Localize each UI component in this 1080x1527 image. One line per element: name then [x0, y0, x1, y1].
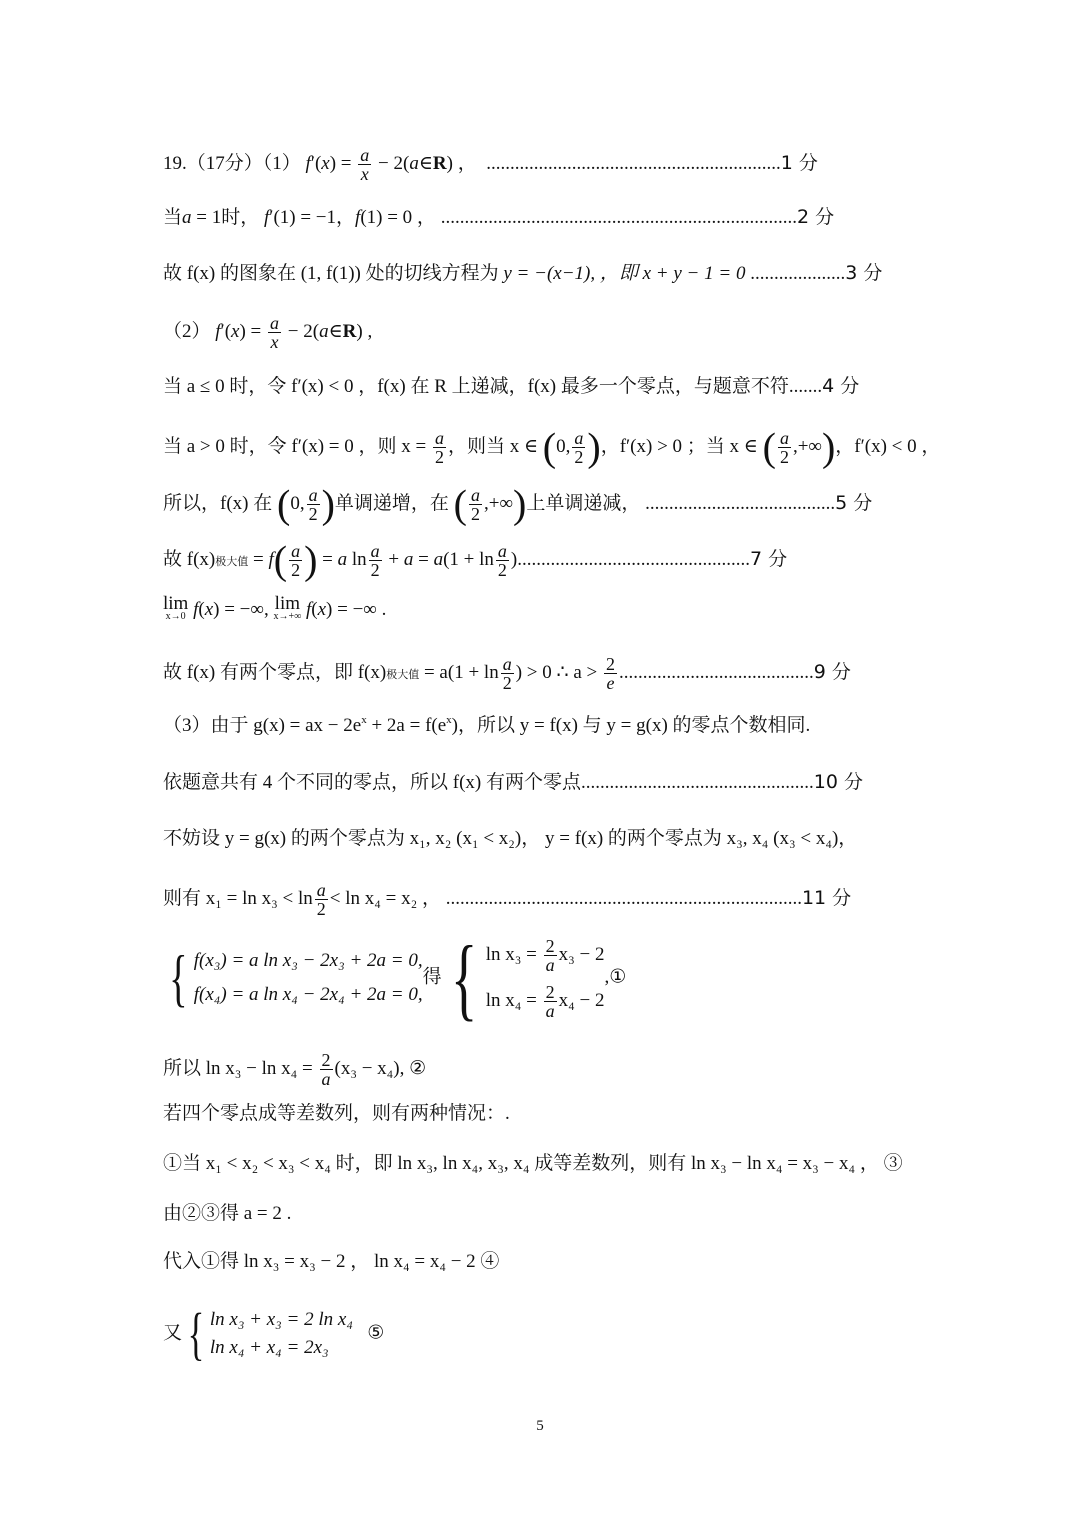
system-2-line-2b: x₄ − 2	[558, 990, 605, 1011]
score-5: 5 分	[835, 491, 873, 514]
system-2: ln x₃ = $\frac{2}{a}$ x₃ − 2 ln x₄ = $\frac{2}{a}$ x₄ − 2	[485, 936, 605, 1022]
system-3	[210, 1306, 353, 1362]
text-shi: 时，	[221, 207, 260, 228]
line-10: 故 f(x) 有两个零点，即 f(x)极大值 = a(1 + ln $\frac{a}{2}$ ) > 0 ∴ a > $\frac{2}{e}$ .........................................9 分	[163, 654, 851, 693]
text-max: 故 f(x)	[163, 548, 216, 570]
text-two-zeros-c: ) > 0 ∴ a >	[515, 661, 598, 683]
line-13	[163, 825, 923, 853]
text-arith: 若四个零点成等差数列，则有两种情况：.	[163, 1103, 510, 1124]
tangent-equation: y = −(x−1), ，即 x + y − 1 = 0	[503, 263, 746, 284]
text-four-zeros: 依题意共有 4 个不同的零点，所以 f(x) 有两个零点	[163, 772, 581, 793]
text-derivative-pos: ，f′(x) > 0 ；当 x ∈	[600, 435, 758, 457]
text-monotone-b: 单调递增，在	[334, 492, 449, 514]
system-3-line-2: ln x₄ + x₄ = 2x₃	[209, 1337, 329, 1358]
sup-x: x	[361, 714, 367, 726]
text-assume: 不妨设 y = g(x) 的两个零点为 x₁, x₂ (x₁ < x₂)， y = f(x) 的两个零点为 x₃, x₄ (x₃ < x₄)，	[163, 828, 858, 849]
max-subscript: 极大值	[215, 555, 249, 568]
system-1-line-1: f(x₃) = a ln x₃ − 2x₃ + 2a = 0,	[193, 950, 423, 971]
line-5: 当 a ≤ 0 时，令 f′(x) < 0 ，f(x) 在 R 上递减，f(x) 最多一个零点，与题意不符.......4 分	[163, 375, 860, 397]
max-subscript-2: 极大值	[386, 668, 420, 681]
fraction: $\frac{a}{x}$	[270, 313, 280, 352]
system-3-line-1: ln x₃ + x₃ = 2 ln x₄	[209, 1309, 353, 1330]
text-when-x-in: ，则当 x ∈	[447, 435, 539, 457]
text-you: 又	[163, 1322, 183, 1344]
line-14: 则有 x₁ = ln x₃ < ln $\frac{a}{2}$ < ln x₄ = x₂ ， ...........................................................................11 分	[163, 880, 852, 919]
system-2-line-1b: x₃ − 2	[558, 944, 605, 965]
case-a-le-0: 当 a ≤ 0 时，令 f′(x) < 0 ，f(x) 在 R 上递减，f(x) 最多一个零点，与题意不符	[163, 376, 789, 397]
line-6: 当 a > 0 时，令 f′(x) = 0 ，则 x = $\frac{a}{2}$ ，则当 x ∈ (0, $\frac{a}{2}$ )，f′(x) > 0 ；当 x ∈ ( $\frac{a}{2}$ ,+∞)，f′(x) < 0 ，	[163, 424, 941, 470]
part3-text: （3）由于 g(x) = ax − 2e	[163, 715, 362, 736]
score-11: 11 分	[801, 886, 852, 909]
sup-x-2: x	[446, 714, 452, 726]
score-2: 2 分	[796, 206, 835, 228]
text-two-zeros-b: = a(1 + ln	[423, 661, 499, 683]
mark-1: ,①	[604, 966, 627, 988]
text-tangent: 故 f(x) 的图象在 (1, f(1)) 处的切线方程为	[163, 263, 499, 284]
line-2: 当a = 1时， f′(1) = −1，f(1) = 0 ， ...........................................................................2 分	[163, 206, 835, 228]
system-1-line-2: f(x₄) = a ln x₄ − 2x₄ + 2a = 0,	[193, 984, 423, 1005]
text-sub-a: 所以 ln x₃ − ln x₄ =	[163, 1057, 313, 1079]
part2-label: （2）	[163, 320, 211, 342]
line-17	[163, 1100, 923, 1128]
mark-5: ⑤	[367, 1322, 385, 1344]
line-11	[163, 712, 923, 742]
text-two-zeros: 故 f(x) 有两个零点，即 f(x)	[163, 661, 387, 683]
line-18	[163, 1150, 923, 1178]
problem-header: 19.（17分）	[163, 152, 263, 174]
text-then-b: < ln x₄ = x₂ ，	[329, 887, 441, 909]
line-7: 所以，f(x) 在 (0, $\frac{a}{2}$ )单调递增，在 ( $\frac{a}{2}$ ,+∞)上单调递减， ........................................5 分	[163, 481, 873, 527]
line-9: lim x→0 f(x) = −∞, lim x→+∞ f(x) = −∞ .	[163, 593, 387, 622]
score-10: 10 分	[813, 771, 863, 793]
text-sub-b: (x₃ − x₄), ②	[334, 1057, 427, 1079]
part3-text-b: + 2a = f(e	[371, 715, 447, 736]
score-9: 9 分	[813, 660, 851, 683]
text-from23: 由②③得 a = 2 .	[163, 1203, 292, 1224]
part-label: （1）	[262, 152, 301, 174]
text-case1: ①当 x₁ < x₂ < x₃ < x₄ 时，即 ln x₃, ln x₄, x₃, x₄ 成等差数列，则有 ln x₃ − ln x₄ = x₃ − x₄ ， ③	[163, 1153, 903, 1174]
line-16: 所以 ln x₃ − ln x₄ = $\frac{2}{a}$ (x₃ − x₄), ②	[163, 1050, 427, 1089]
page-number: 5	[536, 1418, 544, 1434]
score-7: 7 分	[749, 547, 788, 570]
text-then-a: 则有 x₁ = ln x₃ < ln	[163, 887, 313, 909]
text-monotone-c: 上单调递减，	[526, 492, 641, 514]
limit-sub-2: x→+∞	[273, 611, 302, 622]
score-1: 1 分	[780, 151, 818, 174]
fraction: $\frac{a}{x}$	[360, 145, 370, 184]
system-2-line-1a: ln x₃ =	[485, 944, 537, 965]
line-15: { f(x₃) = a ln x₃ − 2x₃ + 2a = 0, f(x₄) = a ln x₄ − 2x₄ + 2a = 0, 得{ ln x₃ = $\frac{2}{a}$ x₃ − 2 ln x₄ = $\frac{2}{a}$ x₄ − 2 ,①	[169, 927, 627, 1029]
line-20	[163, 1248, 923, 1276]
line-21: 又{ ln x₃ + x₃ = 2 ln x₄ ln x₄ + x₄ = 2x₃ ⑤	[163, 1301, 385, 1366]
line-4: （2） f′(x) = $\frac{a}{x}$ − 2(a∈R) ,	[163, 313, 373, 352]
line-19	[163, 1200, 923, 1228]
line-3: 故 f(x) 的图象在 (1, f(1)) 处的切线方程为 y = −(x−1), ，即 x + y − 1 = 0 ....................3 分	[163, 262, 883, 284]
score-4: 4 分	[822, 375, 860, 397]
limit-sub-1: x→0	[165, 611, 186, 622]
line-12: 依题意共有 4 个不同的零点，所以 f(x) 有两个零点.................................................10 分	[163, 771, 863, 793]
score-3: 3 分	[845, 262, 883, 284]
system-1	[194, 944, 423, 1012]
line-8: 故 f(x)极大值 = f( $\frac{a}{2}$ ) = a ln $\frac{a}{2}$ + a = a(1 + ln $\frac{a}{2}$ ).................................................7 分	[163, 537, 788, 583]
system-2-line-2a: ln x₄ =	[485, 990, 537, 1011]
text-sub1: 代入①得 ln x₃ = x₃ − 2 ， ln x₄ = x₄ − 2 ④	[163, 1251, 500, 1272]
text-de: 得	[422, 966, 442, 988]
part3-text-c: )，所以 y = f(x) 与 y = g(x) 的零点个数相同.	[451, 715, 811, 736]
text-derivative-neg: ，f′(x) < 0 ，	[835, 435, 941, 457]
case-a-gt-0: 当 a > 0 时，令 f′(x) = 0 ，则 x =	[163, 435, 427, 457]
text-when: 当	[163, 207, 183, 228]
text-monotone-a: 所以，f(x) 在	[163, 492, 273, 514]
line-1: 19.（17分）（1） f′(x) = $\frac{a}{x}$ − 2(a∈R) ， ..............................................................1 分	[163, 145, 818, 184]
